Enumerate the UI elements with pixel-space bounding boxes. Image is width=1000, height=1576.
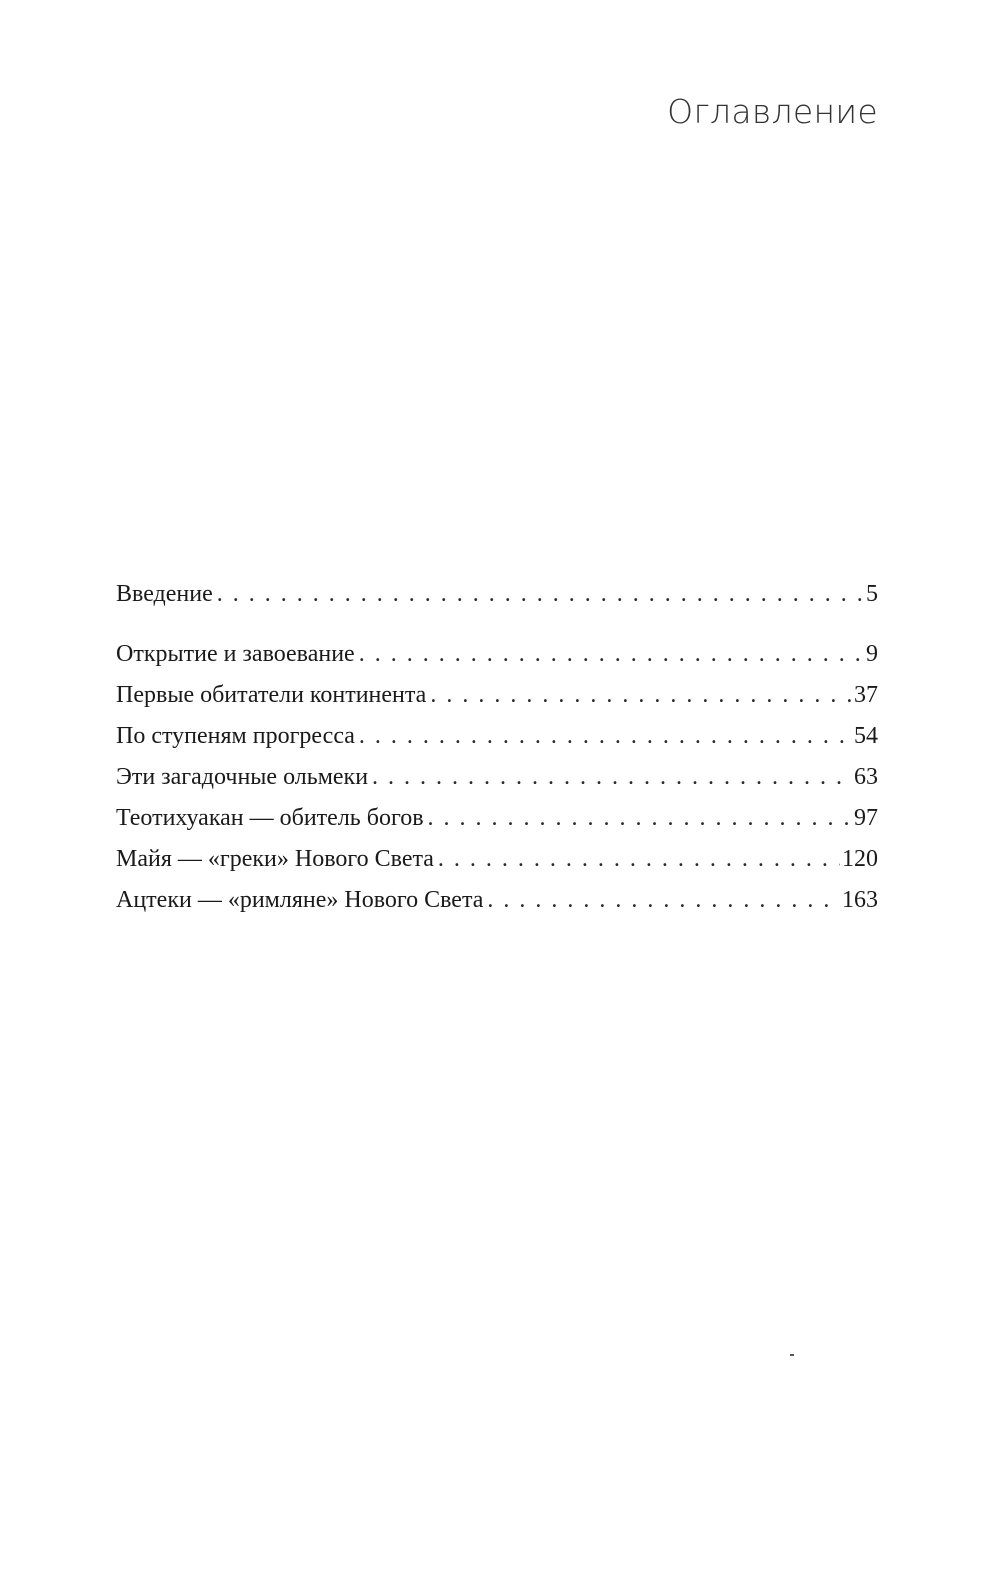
toc-entry[interactable]: [116, 880, 878, 921]
table-of-contents: [116, 574, 878, 921]
toc-entry-title: Первые обитатели континента: [116, 682, 427, 708]
toc-page-number: 63: [854, 764, 878, 790]
toc-page-number: 9: [866, 641, 878, 667]
toc-entry[interactable]: [116, 716, 878, 757]
dot-leader: [359, 634, 864, 675]
toc-page-number: 54: [854, 723, 878, 749]
dot-leader: [428, 798, 852, 839]
toc-entry-title: Теотихуакан — обитель богов: [116, 805, 424, 831]
toc-entry-title: Введение: [116, 581, 213, 607]
toc-entry-title: Майя — «греки» Нового Света: [116, 846, 434, 872]
toc-entry-title: По ступеням прогресса: [116, 723, 355, 749]
toc-entry[interactable]: [116, 675, 878, 716]
dot-leader: [438, 839, 840, 880]
toc-entry-title: Открытие и завоевание: [116, 641, 355, 667]
dot-leader: [372, 757, 852, 798]
toc-page-number: 120: [842, 846, 878, 872]
toc-entry-title: Ацтеки — «римляне» Нового Света: [116, 887, 484, 913]
toc-entry-title: Эти загадочные ольмеки: [116, 764, 369, 790]
toc-entry[interactable]: [116, 798, 878, 839]
toc-page-number: 97: [854, 805, 878, 831]
toc-entry[interactable]: [116, 574, 878, 615]
dot-leader: [487, 880, 840, 921]
toc-page-number: 163: [842, 887, 878, 913]
toc-page-number: 5: [866, 581, 878, 607]
toc-entry[interactable]: [116, 757, 878, 798]
print-speck: [790, 1354, 794, 1356]
toc-entry[interactable]: [116, 634, 878, 675]
toc-page-number: 37: [854, 682, 878, 708]
dot-leader: [359, 716, 852, 757]
toc-entry[interactable]: [116, 839, 878, 880]
page-title: Оглавление: [667, 92, 878, 131]
dot-leader: [430, 675, 852, 716]
dot-leader: [217, 574, 864, 615]
